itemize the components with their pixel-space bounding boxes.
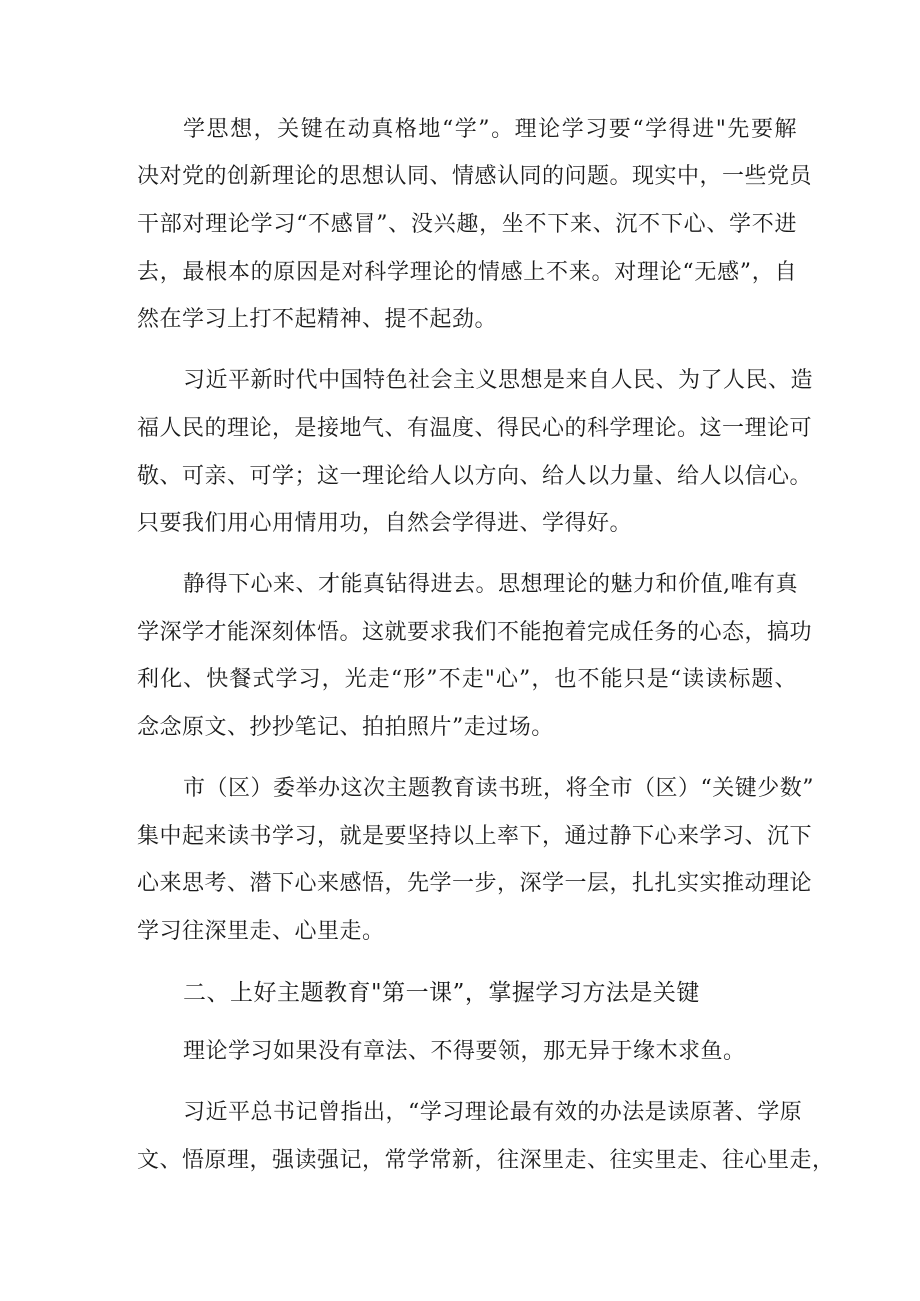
text-line: 念念原文、抄抄笔记、拍拍照片”走过场。 <box>137 715 554 740</box>
text-line: 习近平新时代中国特色社会主义思想是来自人民、为了人民、造 <box>183 368 814 393</box>
text-line: 学习往深里走、心里走。 <box>137 919 385 944</box>
text-line: 理论学习如果没有章法、不得要领，那无异于缘木求鱼。 <box>183 1039 746 1064</box>
text-line: 学思想，关键在动真格地“学”。理论学习要“学得进"先要解 <box>183 117 797 142</box>
text-line: 习近平总书记曾指出，“学习理论最有效的办法是读原著、学原 <box>183 1100 803 1125</box>
text-line: 市（区）委举办这次主题教育读书班，将全市（区）“关键少数” <box>183 776 814 801</box>
text-line: 静得下心来、才能真钻得进去。思想理论的魅力和价值,唯有真 <box>183 572 798 597</box>
section-heading: 二、上好主题教育"第一课”，掌握学习方法是关键 <box>183 980 700 1006</box>
text-line: 学深学才能深刻体悟。这就要求我们不能抱着完成任务的心态，搞功 <box>137 620 813 645</box>
text-line: 决对党的创新理论的思想认同、情感认同的问题。现实中，一些党员 <box>137 164 813 189</box>
text-line: 集中起来读书学习，就是要坚持以上率下，通过静下心来学习、沉下 <box>137 824 813 849</box>
text-line: 利化、快餐式学习，光走“形”不走"心”，也不能只是“读读标题、 <box>137 667 797 692</box>
text-line: 文、悟原理，强读强记，常学常新，往深里走、往实里走、往心里走， <box>137 1148 835 1173</box>
text-line: 敬、可亲、可学；这一理论给人以方向、给人以力量、给人以信心。 <box>137 464 813 489</box>
text-line: 然在学习上打不起精神、提不起劲。 <box>137 307 498 332</box>
text-line: 去，最根本的原因是对科学理论的情感上不来。对理论“无感”，自 <box>137 260 797 285</box>
text-line: 福人民的理论，是接地气、有温度、得民心的科学理论。这一理论可 <box>137 416 813 441</box>
text-line: 只要我们用心用情用功，自然会学得进、学得好。 <box>137 511 633 536</box>
text-line: 干部对理论学习“不感冒”、没兴趣，坐不下来、沉不下心、学不进 <box>137 212 797 237</box>
text-line: 心来思考、潜下心来感悟，先学一步，深学一层，扎扎实实推动理论 <box>137 871 813 896</box>
